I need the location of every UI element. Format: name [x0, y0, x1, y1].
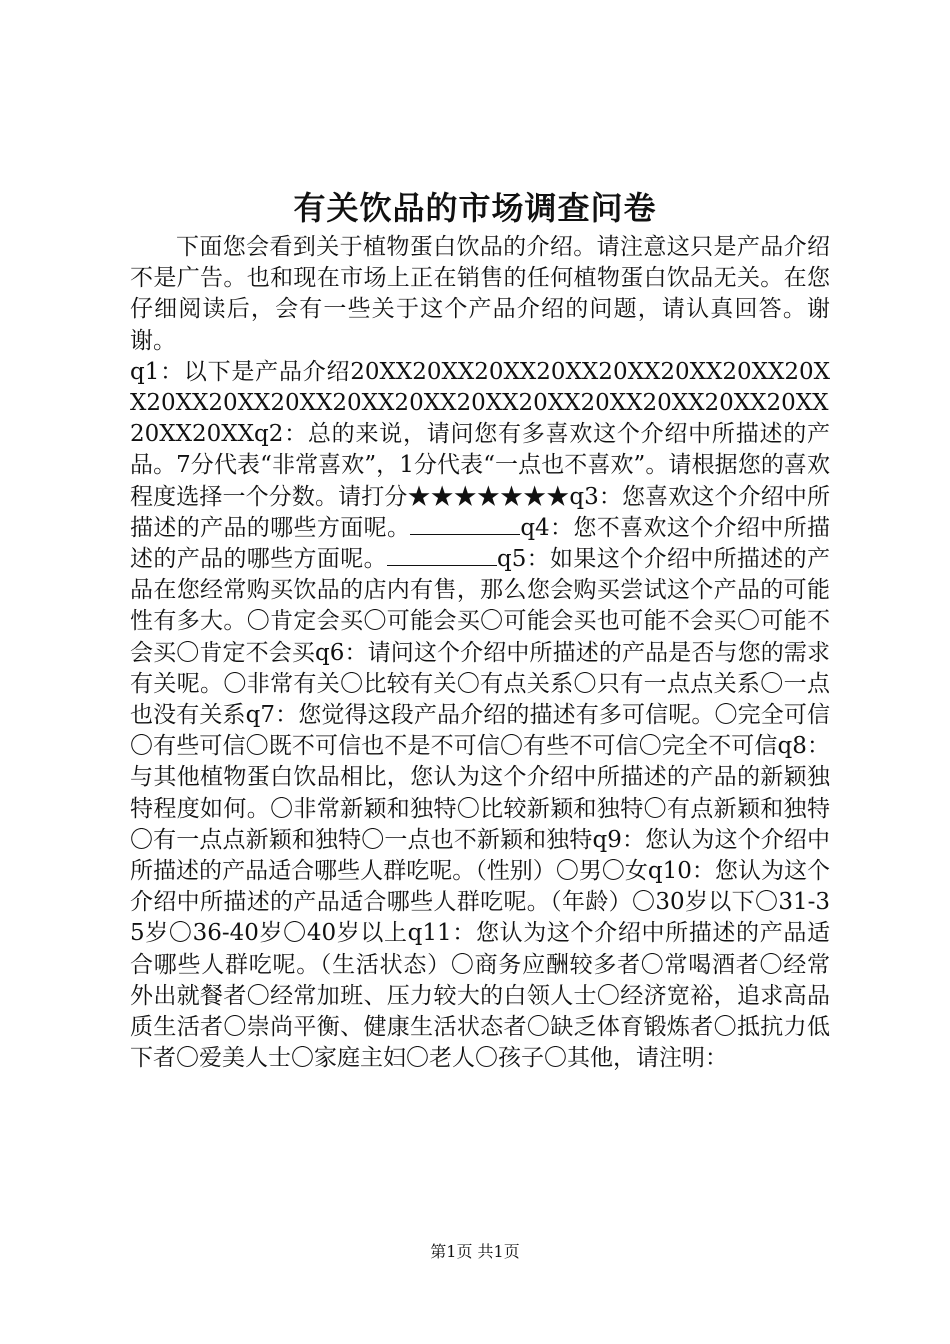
document-title: 有关饮品的市场调查问卷 [293, 189, 657, 227]
answer-blank-q3[interactable] [410, 514, 520, 535]
questions-q5-onward: q5：如果这个介绍中所描述的产品在您经常购买饮品的店内有售，那么您会购买尝试这个产品的可能性有多大。〇肯定会买〇可能会买〇可能会买也可能不会买〇可能不会买〇肯定不会买q6：请问这个介绍中所描述的产品是否与您的需求有关呢。〇非常有关〇比较有关〇有点关系〇只有一点点关系〇一点也没有关系q7：您觉得这段产品介绍的描述有多可信呢。〇完全可信〇有些可信〇既不可信也不是不可信〇有些不可信〇完全不可信q8：与其他植物蛋白饮品相比，您认为这个介绍中所描述的产品的新颖独特程度如何。〇非常新颖和独特〇比较新颖和独特〇有点新颖和独特〇有一点点新颖和独特〇一点也不新颖和独特q9：您认为这个介绍中所描述的产品适合哪些人群吃呢。（性别）〇男〇女q10：您认为这个介绍中所描述的产品适合哪些人群吃呢。（年龄）〇30岁以下〇31-35岁〇36-40岁〇40岁以上q11：您认为这个介绍中所描述的产品适合哪些人群吃呢。（生活状态）〇商务应酬较多者〇常喝酒者〇经常外出就餐者〇经常加班、压力较大的白领人士〇经济宽裕，追求高品质生活者〇崇尚平衡、健康生活状态者〇缺乏体育锻炼者〇抵抗力低下者〇爱美人士〇家庭主妇〇老人〇孩子〇其他，请注明： [130, 546, 831, 1072]
question-q1: q1：以下是产品介绍20XX20XX20XX20XX20XX20XX20XX20XX20XX20XX20XX20XX20XX20XX20XX20XX20XX20XX20XX20XX20XX [130, 358, 830, 448]
question-q4: q4：您不喜欢这个介绍中所描述的产品的哪些方面呢。 [130, 514, 831, 573]
question-q3: q3：您喜欢这个介绍中所描述的产品的哪些方面呢。 [130, 483, 831, 541]
questions-paragraph [130, 357, 830, 1075]
intro-paragraph: 下面您会看到关于植物蛋白饮品的介绍。请注意这只是产品介绍不是广告。也和现在市场上正在销售的任何植物蛋白饮品无关。在您仔细阅读后，会有一些关于这个产品介绍的问题，请认真回答。谢谢。 [130, 234, 830, 354]
question-q2: q2：总的来说，请问您有多喜欢这个介绍中所描述的产品。7分代表“非常喜欢”，1分代表“一点也不喜欢”。请根据您的喜欢程度选择一个分数。请打分★★★★★★★ [130, 421, 830, 510]
answer-blank-q4[interactable] [387, 545, 497, 566]
page-footer: 第1页 共1页 [430, 1242, 520, 1261]
document-body [130, 232, 830, 1074]
